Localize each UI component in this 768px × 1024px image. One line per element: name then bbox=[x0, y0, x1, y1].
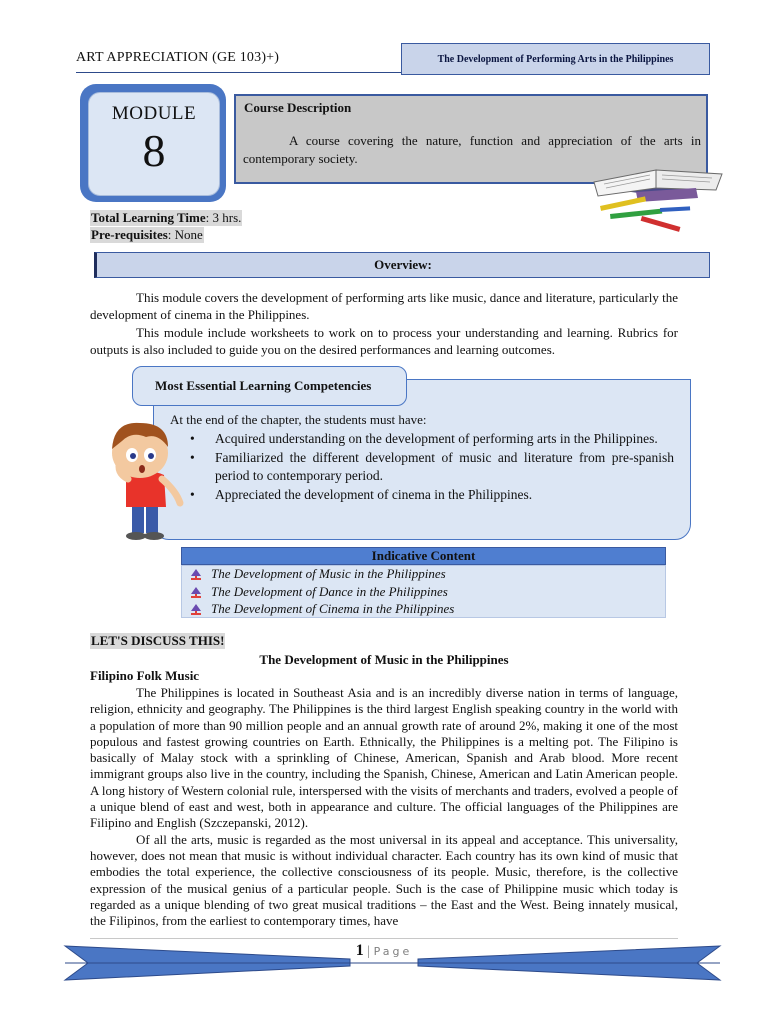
module-number: 8 bbox=[142, 125, 166, 176]
list-item: • Familiarized the different development of music and literature from pre-spanish period to contemporary period. bbox=[190, 449, 674, 485]
section-subtitle: Filipino Folk Music bbox=[90, 668, 200, 683]
header-underline bbox=[76, 72, 402, 73]
topic-banner bbox=[401, 43, 710, 75]
competencies-heading: Most Essential Learning Competencies bbox=[155, 378, 372, 393]
topic-title: The Development of Performing Arts in the Philippines bbox=[437, 53, 674, 65]
body-paragraph-2: Of all the arts, music is regarded as the most universal in its appeal and acceptance. This universality, however, does not mean that music is without individual character. Each country has its own kind of music that embodies the total experience, the collective consciousness of its people. Music, therefore, is the collective expression of the musical genius of a particular people. Such is the case of Philippine music which today is regarded as a unique blending of two great musical traditions – the East and the West. Being innately musical, the Filipinos, from the earliest to contemporary times, have bbox=[90, 831, 678, 929]
overview-heading-bar bbox=[94, 252, 710, 278]
footer-ribbon bbox=[0, 944, 768, 984]
competencies-intro: At the end of the chapter, the students must have: bbox=[170, 412, 427, 427]
list-item: • Appreciated the development of cinema in the Philippines. bbox=[190, 486, 674, 504]
course-description-text: A course covering the nature, function and appreciation of the arts in contemporary society. bbox=[243, 133, 701, 166]
arrow-bullet-icon bbox=[190, 603, 202, 615]
competencies-tab bbox=[132, 366, 407, 406]
page-separator: | bbox=[363, 944, 374, 959]
footer-divider bbox=[90, 938, 678, 939]
book-pencils-illustration bbox=[586, 162, 728, 232]
competencies-list bbox=[190, 430, 674, 505]
body-text bbox=[90, 685, 678, 929]
indicative-content-heading: Indicative Content bbox=[181, 547, 666, 565]
page-label: Page bbox=[373, 945, 413, 958]
overview-paragraph-2: This module include worksheets to work on to process your understanding and learning. Rubrics for outputs is also included to guide you on the desired performances and learning outcomes. bbox=[90, 325, 678, 357]
page-number-value: 1 bbox=[355, 942, 364, 959]
list-item: The Development of Cinema in the Philippines bbox=[211, 601, 454, 617]
course-description-heading: Course Description bbox=[244, 100, 352, 115]
arrow-bullet-icon bbox=[190, 586, 202, 598]
module-badge-inner bbox=[88, 92, 220, 196]
cartoon-boy-illustration bbox=[106, 417, 188, 541]
list-item: The Development of Music in the Philippines bbox=[211, 566, 446, 582]
prerequisites: Pre-requisites: None bbox=[91, 227, 203, 242]
total-learning-time: Total Learning Time: 3 hrs. bbox=[91, 210, 242, 225]
course-title: ART APPRECIATION (GE 103)+) bbox=[76, 50, 280, 65]
section-title: The Development of Music in the Philippines bbox=[259, 652, 509, 667]
list-item: The Development of Dance in the Philippines bbox=[211, 584, 448, 600]
overview-heading: Overview: bbox=[374, 257, 432, 272]
body-paragraph-1: The Philippines is located in Southeast Asia and is an incredibly diverse nation in terms of language, religion, ethnicity and geography. The Philippines is the third largest English speaking country in the world with a population of more than 90 million people and an annual growth rate of around 2%, making it one of the most populous and fastest growing countries on Earth. Ethnically, the Philippines is a melting pot. The Filipino is basically of Malay stock with a sprinkling of Chinese, American, Spanish and Arab blood. More recent immigrant groups also live in the country, including the Spanish, Chinese, American and Latin American people. A long history of Western colonial rule, interspersed with the visits of merchants and traders, evolved a people of a unique blend of east and west, both in appearance and culture. The official languages of the Philippines are Filipino and English (Szczepanski, 2012). bbox=[90, 685, 678, 831]
list-item: • Acquired understanding on the development of performing arts in the Philippines. bbox=[190, 430, 674, 448]
arrow-bullet-icon bbox=[190, 568, 202, 580]
discussion-label: LET'S DISCUSS THIS! bbox=[91, 633, 225, 648]
module-label: MODULE bbox=[111, 103, 197, 124]
overview-paragraph-1: This module covers the development of performing arts like music, dance and literature, particularly the development of cinema in the Philippines. bbox=[90, 290, 678, 322]
